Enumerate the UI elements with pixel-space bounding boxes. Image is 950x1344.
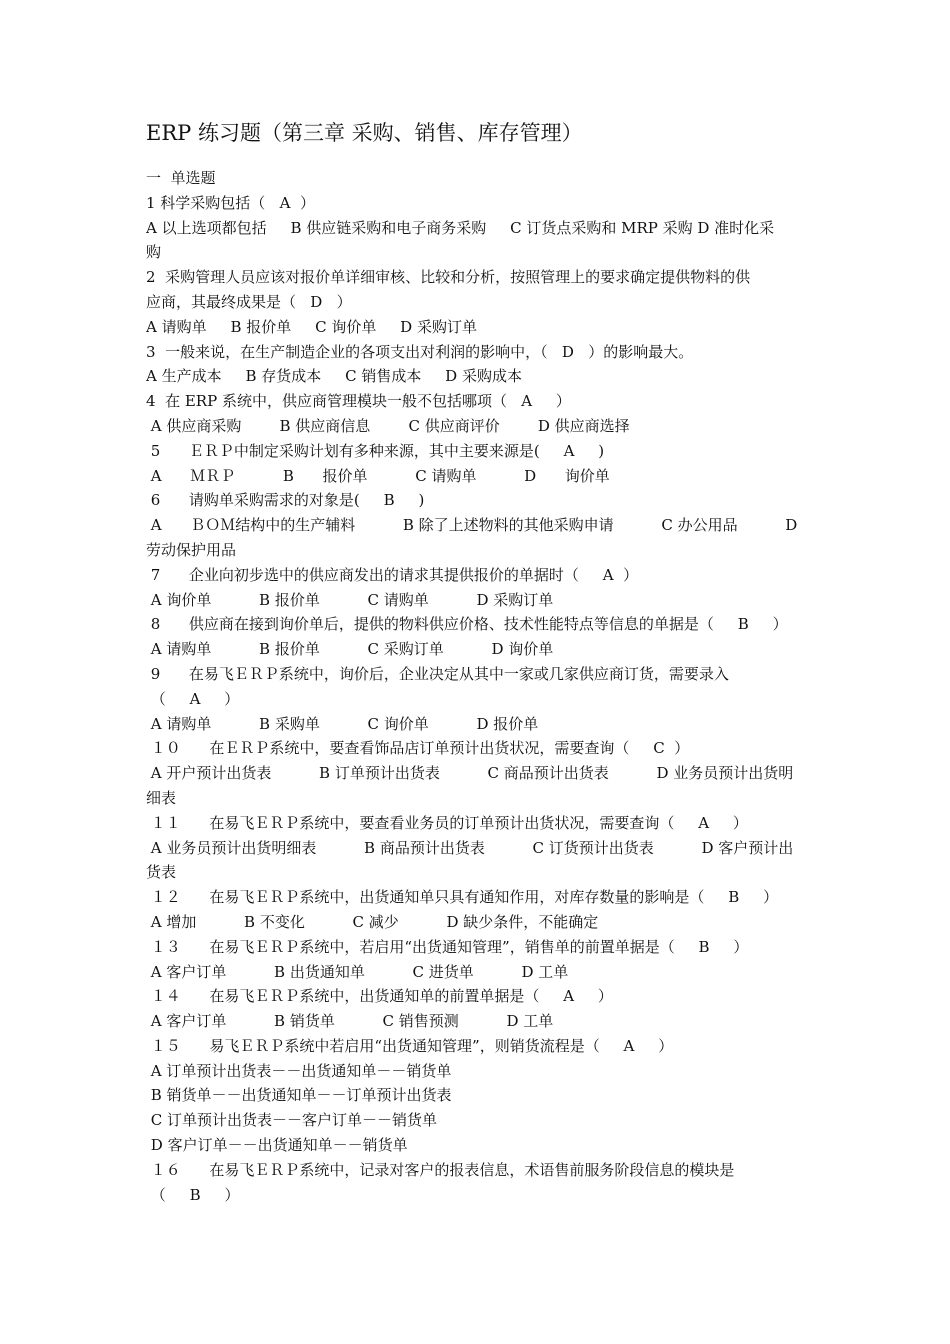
document-line: A 请购单 B 报价单 C 询价单 D 采购订单 xyxy=(146,317,477,336)
document-line: 劳动保护用品 xyxy=(146,540,237,559)
document-line: １４ 在易飞ＥＲＰ系统中，出货通知单的前置单据是（ A ） xyxy=(146,987,613,1006)
document-line: C 订单预计出货表－－客户订单－－销货单 xyxy=(146,1111,438,1130)
document-line: A 询价单 B 报价单 C 请购单 D 采购订单 xyxy=(146,590,554,609)
document-line: 货表 xyxy=(146,863,177,882)
document-line: 2 采购管理人员应该对报价单详细审核、比较和分析，按照管理上的要求确定提供物料的供 xyxy=(146,268,751,287)
document-line: １５ 易飞ＥＲＰ系统中若启用“出货通知管理”，则销货流程是（ A ） xyxy=(146,1036,674,1055)
document-line: 6 请购单采购需求的对象是( B ) xyxy=(146,491,425,510)
document-line: A 增加 B 不变化 C 减少 D 缺少条件，不能确定 xyxy=(146,912,599,931)
document-line: １２ 在易飞ＥＲＰ系统中，出货通知单只具有通知作用，对库存数量的影响是（ B ） xyxy=(146,888,779,907)
document-line: 一 单选题 xyxy=(146,169,216,187)
document-line: 应商，其最终成果是（ D ） xyxy=(146,292,352,311)
document-line: 7 企业向初步选中的供应商发出的请求其提供报价的单据时（ A ） xyxy=(146,565,639,584)
document-line: A 请购单 B 报价单 C 采购订单 D 询价单 xyxy=(146,640,554,659)
document-line: A ＢＯＭ结构中的生产辅料 B 除了上述物料的其他采购申请 C 办公用品 D xyxy=(146,516,798,535)
document-line: 3 一般来说，在生产制造企业的各项支出对利润的影响中，（ D ）的影响最大。 xyxy=(146,342,694,361)
document-title: ERP 练习题（第三章 采购、销售、库存管理） xyxy=(146,121,583,145)
document-line: A 客户订单 B 销货单 C 销售预测 D 工单 xyxy=(146,1012,554,1031)
document-line: A 订单预计出货表－－出货通知单－－销货单 xyxy=(146,1061,452,1080)
document-line: A 供应商采购 B 供应商信息 C 供应商评价 D 供应商选择 xyxy=(146,416,630,435)
document-line: （ B ） xyxy=(146,1185,240,1204)
document-line: A 以上选项都包括 B 供应链采购和电子商务采购 C 订货点采购和 MRP 采购 D 准时化采 xyxy=(146,218,775,237)
document-line: A 生产成本 B 存货成本 C 销售成本 D 采购成本 xyxy=(146,367,522,386)
document-line: A 客户订单 B 出货通知单 C 进货单 D 工单 xyxy=(146,962,569,981)
document-line: １３ 在易飞ＥＲＰ系统中，若启用“出货通知管理”，销售单的前置单据是（ B ） xyxy=(146,937,749,956)
document-line: 1 科学采购包括（ A ） xyxy=(146,193,315,212)
document-line: A 开户预计出货表 B 订单预计出货表 C 商品预计出货表 D 业务员预计出货明 xyxy=(146,764,794,783)
document-line: A 请购单 B 采购单 C 询价单 D 报价单 xyxy=(146,714,539,733)
document-line: A ＭＲＰ B 报价单 C 请购单 D 询价单 xyxy=(146,466,610,485)
document-line: 5 ＥＲＰ中制定采购计划有多种来源，其中主要来源是( A ) xyxy=(146,441,605,460)
document-line: 9 在易飞ＥＲＰ系统中，询价后，企业决定从其中一家或几家供应商订货，需要录入 xyxy=(146,664,729,683)
document-line: B 销货单－－出货通知单－－订单预计出货表 xyxy=(146,1086,452,1105)
document-line: D 客户订单－－出货通知单－－销货单 xyxy=(146,1136,408,1155)
document-line: 细表 xyxy=(146,788,177,807)
document-line: A 业务员预计出货明细表 B 商品预计出货表 C 订货预计出货表 D 客户预计出 xyxy=(146,838,794,857)
question-list xyxy=(146,166,814,1207)
document-line: １０ 在ＥＲＰ系统中，要查看饰品店订单预计出货状况，需要查询（ C ） xyxy=(146,739,690,758)
document-line: 购 xyxy=(146,243,162,262)
document-line: 4 在 ERP 系统中，供应商管理模块一般不包括哪项（ A ） xyxy=(146,392,571,411)
document-page xyxy=(146,118,814,1207)
document-line: １１ 在易飞ＥＲＰ系统中，要查看业务员的订单预计出货状况，需要查询（ A ） xyxy=(146,813,748,832)
document-line: １６ 在易飞ＥＲＰ系统中，记录对客户的报表信息，术语售前服务阶段信息的模块是 xyxy=(146,1160,735,1179)
document-line: （ A ） xyxy=(146,689,240,708)
document-line: 8 供应商在接到询价单后，提供的物料供应价格、技术性能特点等信息的单据是（ B ） xyxy=(146,615,788,634)
